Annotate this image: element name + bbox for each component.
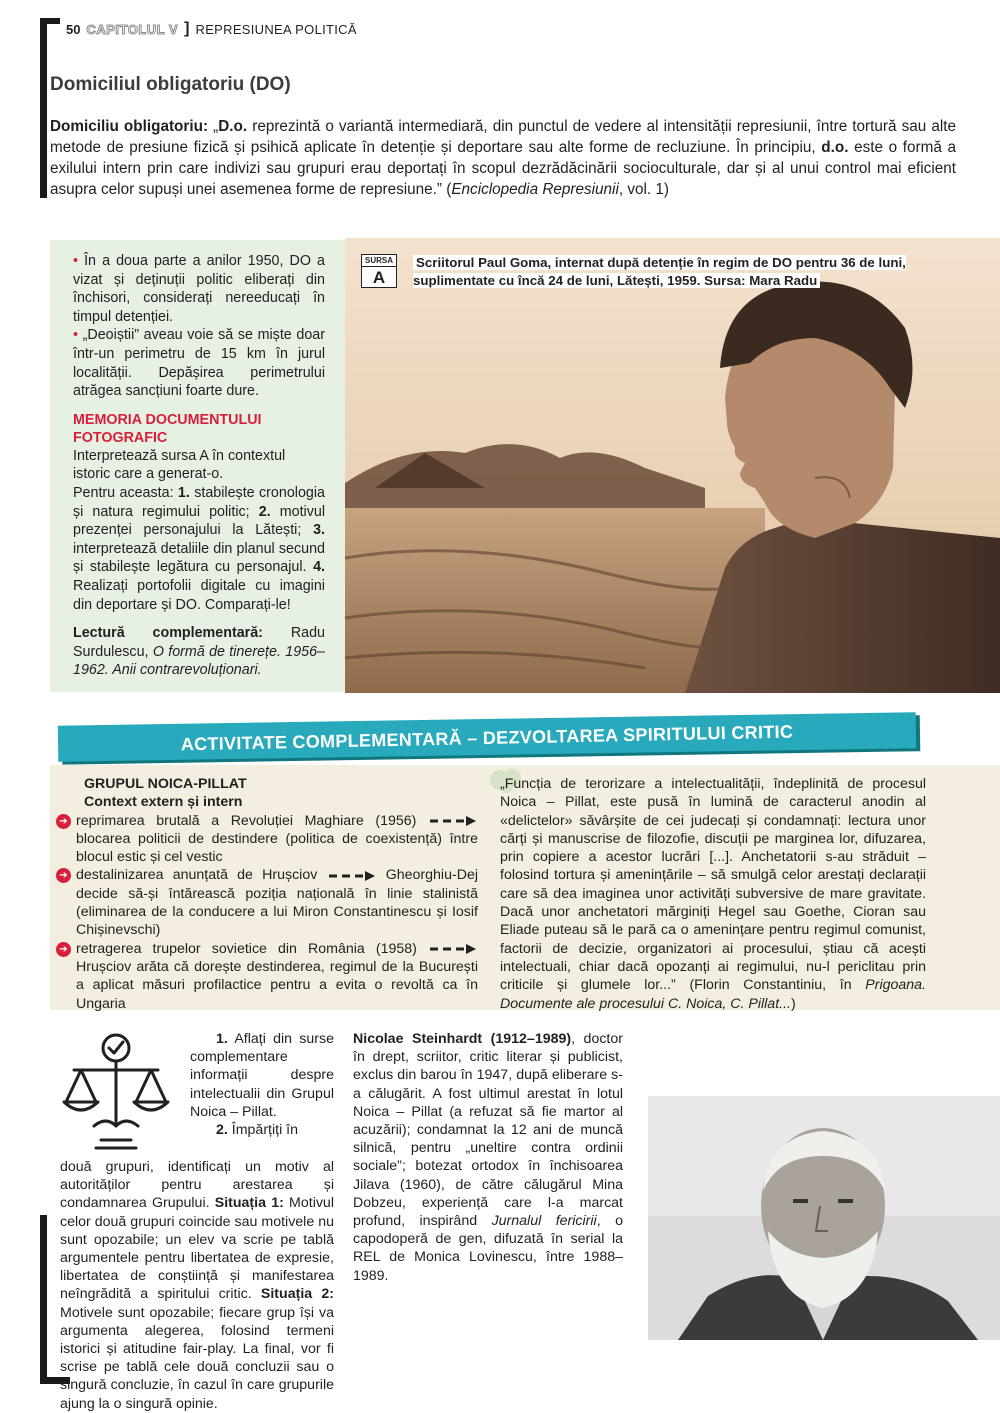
situation-1-text: Motivul celor două grupuri coincide sau motivele nu sunt opozabile; un elev va scrie pe tablă argumentele pentru libertatea de expresie, libertatea de conștiință și manifestarea neîngrădită a spiritului critic.	[60, 1195, 334, 1303]
task-1	[190, 1030, 334, 1139]
sidebar-reading	[73, 624, 325, 680]
task-num-2: 2.	[258, 503, 271, 520]
task-2-number: 2.	[216, 1122, 228, 1139]
task-num-1: 1.	[177, 484, 190, 501]
source-a-label	[361, 254, 397, 288]
task-2	[60, 1158, 334, 1413]
page-bracket-top	[40, 18, 47, 198]
page-title: Domiciliul obligatoriu (DO)	[50, 74, 291, 95]
section-label: REPRESIUNEA POLITICĂ	[195, 21, 357, 37]
running-header	[66, 20, 357, 38]
header-separator: ]	[184, 20, 190, 37]
intro-quote-open: „	[208, 118, 219, 135]
intro-text-2: este o formă a exilului intern prin care indivizi sau grupuri erau deportați în scopul dezrădăcinării socioculturale, dar și al unui control mai eficient asupra celor supuși unei asemenea forme de represiune.” (	[50, 139, 957, 198]
sidebar-task-list	[73, 484, 325, 614]
steinhardt-work: Jurnalul fericirii	[491, 1213, 597, 1230]
arrow-right-icon: ➔	[56, 942, 71, 957]
source-a-caption-text: Scriitorul Paul Goma, internat după detenție în regim de DO pentru 36 de luni, suplimentate cu încă 24 de luni, Lătești, 1959. Sursa: Mara Radu	[413, 255, 906, 288]
situation-1-label: Situația 1:	[214, 1195, 284, 1212]
context-item	[56, 866, 478, 939]
context-effect: Gheorghiu-Dej decide să-și întărească poziția națională în linie stalinistă (eliminarea de la conducere a lui Miron Constantinescu și Iosif Chișinevschi)	[76, 867, 478, 939]
source-a-caption	[413, 254, 933, 289]
arrow-right-icon: ➔	[56, 814, 71, 829]
dashed-arrow-icon	[428, 943, 478, 955]
context-cause: reprimarea brutală a Revoluției Maghiare (1956)	[76, 812, 417, 829]
task-num-4: 4.	[313, 559, 325, 576]
task-text-2: motivul prezenței personajului la Lătești;	[73, 503, 326, 539]
reading-title: O formă de tinerețe. 1956–1962. Anii contrarevoluționari.	[73, 643, 325, 679]
sidebar-bullet-1	[73, 252, 325, 326]
context-effect: blocarea politicii de destindere (politica de coexistență) între blocul estic și cel vestic	[76, 830, 478, 866]
reading-label: Lectură complementară:	[73, 625, 263, 642]
context-item	[56, 812, 478, 867]
quote-end: )	[790, 995, 796, 1012]
page-bracket-bottom	[40, 1215, 47, 1383]
sidebar-task-intro: Interpretează sursa A în contextul istoric care a generat-o.	[73, 447, 286, 483]
scales-of-justice-icon	[56, 1030, 176, 1155]
task-for: Pentru aceasta:	[73, 484, 178, 501]
task-text-3: interpretează detaliile din planul secund și stabilește legătura cu personajul.	[73, 540, 325, 576]
intro-abbr-1: D.o.	[218, 118, 248, 135]
sidebar-bullet-2	[73, 326, 325, 400]
task-2-text: două grupuri, identificați un motiv al autorităților pentru arestarea și condamnarea Grupului.	[60, 1159, 334, 1212]
intro-term: Domiciliu obligatoriu:	[50, 118, 209, 135]
source-a-label-small: SURSA	[362, 255, 396, 267]
arrow-right-icon: ➔	[56, 868, 71, 883]
reading-author: Radu Surdulescu,	[73, 625, 325, 660]
noica-context	[56, 775, 478, 1013]
steinhardt-photo	[648, 1096, 1000, 1340]
task-1-number: 1.	[216, 1031, 228, 1047]
task-text-1: stabilește cronologia și natura regimului politic;	[73, 484, 325, 520]
sidebar-bullet-2-text: „Deoiștii” aveau voie să se miște doar într-un perimetru de 15 km în jurul localității. Depășirea perimetrului atrăgea sancțiuni foarte dure.	[73, 327, 325, 400]
intro-abbr-2: d.o.	[821, 139, 849, 156]
situation-2-label: Situația 2:	[260, 1286, 334, 1303]
task-2-text-start: Împărțiți în	[227, 1122, 299, 1139]
page-number: 50	[66, 21, 81, 37]
intro-definition	[50, 116, 956, 200]
task-text-4: Realizați portofolii digitale cu imagini din deportare și DO. Comparați-le!	[73, 577, 325, 613]
sidebar-heading: MEMORIA DOCUMENTULUI FOTOGRAFIC	[73, 411, 262, 446]
source-a-label-letter: A	[372, 268, 386, 287]
context-effect: Hrușciov arăta că dorește destinderea, regimul de la București a aplicat măsuri profilactice pentru a evita o revoltă ca în Ungaria	[76, 958, 478, 1012]
quote-text: „Funcția de terorizare a intelectualității, îndeplinită de procesul Noica – Pillat, este pusă în lumină de caracterul anodin al «delictelor» săvârșite de cei judecați și condamnați: lectura unor cărți și manuscrise de filozofie, discuții pe marginea lor, difuzarea, prin copiere a acestor lucrări [...]. Anchetatorii s-au străduit – folosind tortura și amenințările – să smulgă celor arestați declarații care să dea imaginea unor activități subversive de mare gravitate. Dacă unor anchetatori mărginiți Hegel sau Goethe, Cioran sau Eliade puteau să le pară ca o amenințare pentru regimul comunist, factorii de decizie, organizatori ai procesului, știau că acești intelectuali, chiar dacă opozanți ai regimului, nu-l periclitau prin criticile și glumele lor...” (Florin Constantiniu, în	[500, 776, 926, 994]
noica-subheading: Context extern și intern	[84, 794, 243, 811]
sidebar-box	[50, 240, 345, 692]
steinhardt-bio-text: , doctor în drept, scriitor, critic literar și publicist, exclus din barou în 1947, după eliberare s-a călugărit. A fost ultimul arestat în lotul Noica – Pillat (a refuzat să fie martor al acuzării); condamnat la 12 ani de muncă silnică, pentru „uneltire contra ordinii sociale”; botezat ortodox în închisoarea Jilava (1960), de către călugărul Mina Dobzeu, experiență care l-a marcat profund, inspirând	[353, 1031, 623, 1230]
source-a-photo	[345, 238, 1000, 693]
dashed-arrow-icon	[327, 870, 377, 882]
context-item	[56, 940, 478, 1013]
chapter-label: CAPITOLUL V	[86, 21, 179, 37]
steinhardt-bio-end: , o capodoperă de gen, difuzată în serial la REL de Monica Lovinescu, între 1988–1989.	[353, 1213, 623, 1284]
task-num-3: 3.	[313, 522, 325, 539]
bullet-icon: •	[73, 253, 79, 269]
situation-2-text: Motivele sunt opozabile; fiecare grup își va argumenta alegerea, folosind termeni istorici și atitudine fair-play. La final, vor fi scrise pe tablă cele două concluzii sau o singură concluzie, în cazul în care grupurile ajung la o singură opinie.	[60, 1304, 334, 1412]
task-1-text: Aflați din surse complementare informații despre intelectualii din Grupul Noica – Pillat.	[190, 1031, 334, 1120]
context-cause: destalinizarea anunțată de Hrușciov	[76, 867, 318, 884]
steinhardt-bio	[353, 1030, 623, 1285]
sidebar-bullet-1-text: În a doua parte a anilor 1950, DO a vizat și deținuții politic eliberați din închisori, considerați nereeducați în timpul detenției.	[73, 253, 325, 325]
dashed-arrow-icon	[428, 815, 478, 827]
bullet-icon: •	[73, 327, 79, 344]
intro-source-end: , vol. 1)	[618, 181, 670, 198]
activity-banner-title: ACTIVITATE COMPLEMENTARĂ – DEZVOLTAREA SPIRITULUI CRITIC	[180, 721, 794, 755]
constantiniu-quote	[500, 775, 926, 1013]
intro-text-1: reprezintă o variantă intermediară, din punctul de vedere al intensității represiunii, între tortură sau alte metode de presiune fizică și psihică aplicate în detenție și deportare sau alte forme de recluziune. În principiu,	[50, 118, 956, 156]
quote-source: Prigoana. Documente ale procesului C. Noica, C. Pillat...	[500, 977, 926, 1012]
page-bracket-head	[40, 18, 60, 24]
steinhardt-name: Nicolae Steinhardt (1912–1989)	[353, 1031, 572, 1047]
intro-source: Enciclopedia Represiunii	[451, 181, 619, 198]
context-cause: retragerea trupelor sovietice din România (1958)	[76, 940, 417, 957]
noica-heading: GRUPUL NOICA-PILLAT	[84, 776, 247, 792]
